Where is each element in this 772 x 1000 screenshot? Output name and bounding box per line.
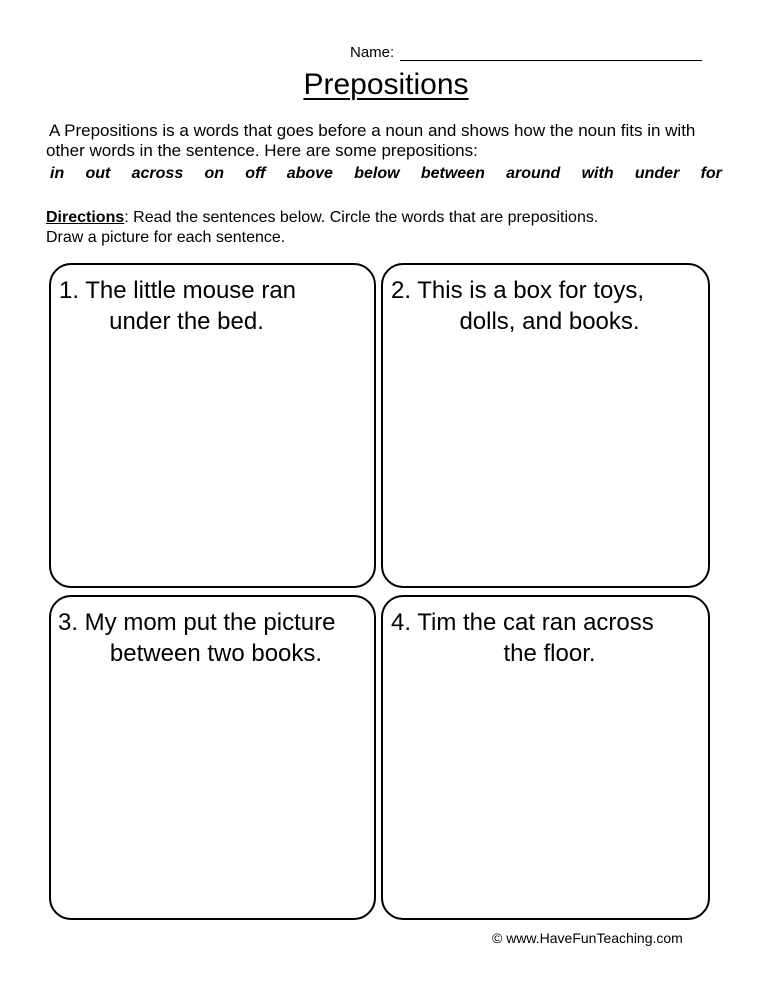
- intro-line-2: other words in the sentence. Here are some prepositions:: [46, 141, 478, 160]
- preposition-word: in: [50, 165, 65, 182]
- directions-line-1: [46, 208, 736, 228]
- drawing-box-1[interactable]: [49, 263, 376, 588]
- sentence-4: [383, 607, 708, 669]
- preposition-word: off: [245, 165, 266, 182]
- sentence-2: [383, 275, 708, 337]
- name-blank-line: [400, 46, 702, 61]
- preposition-word: out: [85, 165, 111, 182]
- sentence-4-line-2: the floor.: [503, 640, 596, 667]
- sentence-3-line-2: between two books.: [109, 640, 323, 667]
- drawing-box-2[interactable]: [381, 263, 710, 588]
- preposition-word: with: [581, 165, 614, 182]
- sentence-1-line-2: under the bed.: [109, 308, 264, 335]
- copyright-footer: © www.HaveFunTeaching.com: [492, 930, 683, 946]
- name-field-row: [350, 44, 702, 61]
- sentence-2-line-2: dolls, and books.: [459, 308, 640, 335]
- drawing-box-3[interactable]: [49, 595, 376, 920]
- sentence-4-line-1: 4. Tim the cat ran across: [391, 609, 654, 636]
- drawing-box-4[interactable]: [381, 595, 710, 920]
- preposition-word: for: [700, 165, 722, 182]
- preposition-list: [50, 165, 722, 183]
- preposition-word: across: [131, 165, 184, 182]
- sentence-3: [51, 607, 374, 669]
- intro-paragraph: [46, 121, 736, 161]
- preposition-word: above: [286, 165, 333, 182]
- sentence-2-line-1: 2. This is a box for toys,: [391, 277, 644, 304]
- preposition-word: around: [506, 165, 561, 182]
- sentence-1: [51, 275, 374, 337]
- preposition-word: between: [420, 165, 485, 182]
- sentence-1-line-1: 1. The little mouse ran: [59, 277, 297, 304]
- intro-line-1: A Prepositions is a words that goes before a noun and shows how the noun fits in with: [49, 121, 696, 140]
- preposition-word: on: [204, 165, 225, 182]
- directions-label: Directions: [46, 209, 125, 226]
- preposition-word: below: [354, 165, 400, 182]
- page-title: Prepositions: [303, 68, 469, 101]
- directions: [46, 208, 736, 248]
- directions-text: : Read the sentences below. Circle the words that are prepositions.: [124, 209, 599, 226]
- preposition-word: under: [634, 165, 680, 182]
- directions-line-2: Draw a picture for each sentence.: [46, 229, 286, 246]
- name-label: Name:: [350, 44, 395, 61]
- sentence-3-line-1: 3. My mom put the picture: [58, 609, 336, 636]
